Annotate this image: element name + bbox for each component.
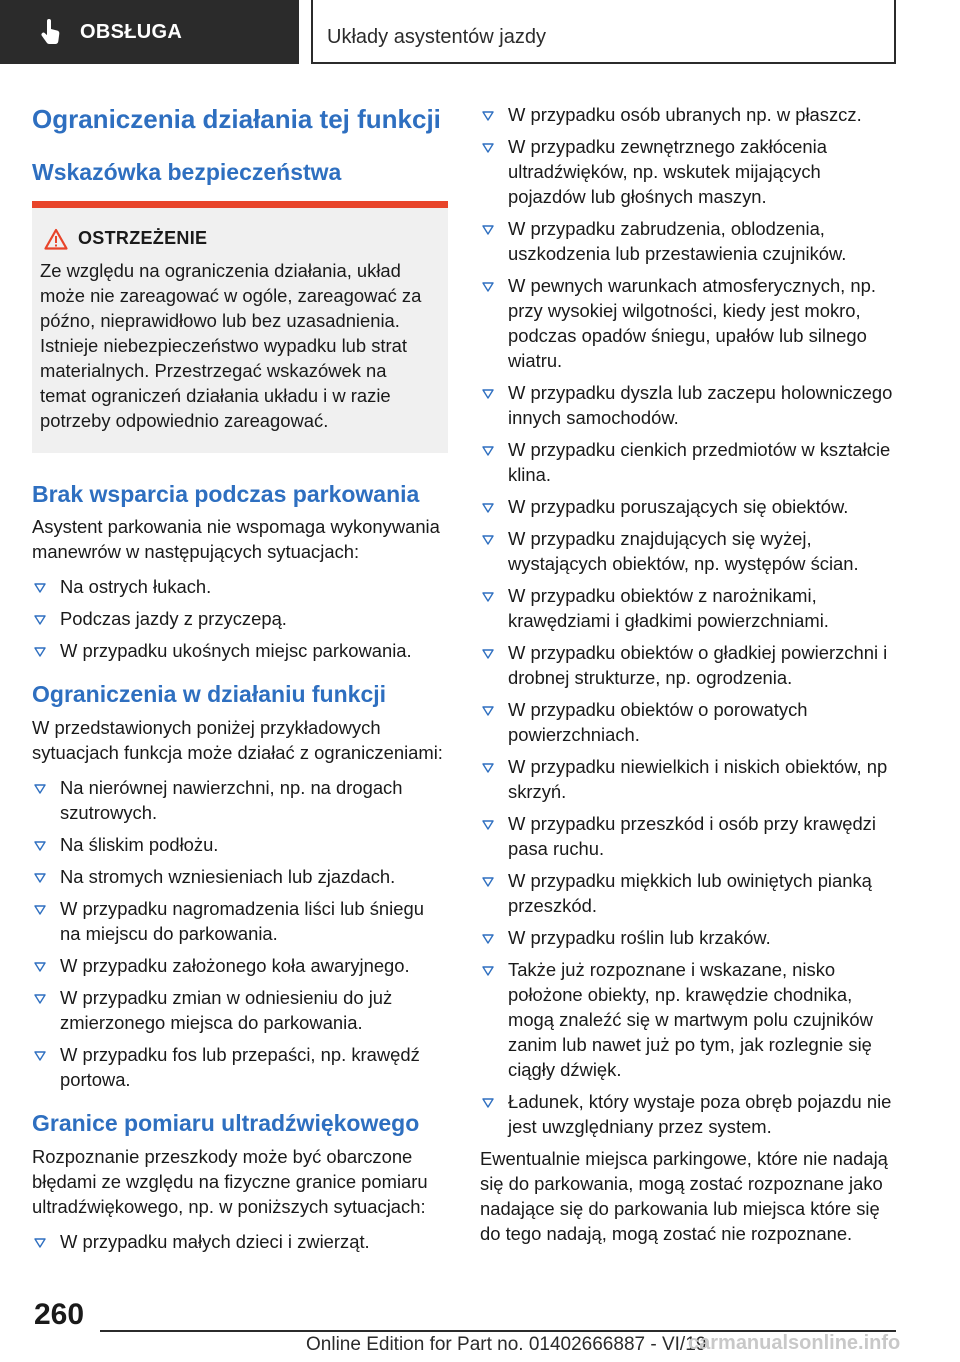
list-item-text: W przypadku zabrudzenia, oblodzenia, uszkodzenia lub przestawienia czujników.	[508, 218, 847, 264]
triangle-bullet-icon	[34, 905, 46, 915]
list-item	[480, 697, 896, 747]
triangle-bullet-icon	[482, 592, 494, 602]
list-item-text: Na stromych wzniesieniach lub zjazdach.	[60, 865, 396, 887]
triangle-bullet-icon	[482, 446, 494, 456]
triangle-bullet-icon	[34, 1051, 46, 1061]
list-item	[480, 583, 896, 633]
list-item-text: Na ostrych łukach.	[60, 576, 212, 598]
list-item	[32, 1229, 448, 1254]
list-item	[480, 1089, 896, 1139]
list-item-text: W przypadku miękkich lub owiniętych pianką przeszkód.	[508, 870, 872, 916]
triangle-bullet-icon	[34, 962, 46, 972]
triangle-bullet-icon	[34, 873, 46, 883]
list-item-text: W przypadku znajdujących się wyżej, wystających obiektów, np. występów ścian.	[508, 528, 859, 574]
list-item	[32, 896, 448, 946]
left-column	[32, 98, 448, 1261]
triangle-bullet-icon	[34, 1238, 46, 1248]
closing-paragraph: Ewentualnie miejsca parkingowe, które nie nadają się do parkowania, mogą zostać rozpoznane jako nadające się do parkowania lub miejsca które się do tego nadają, mogą zostać nie rozpoznane.	[480, 1148, 888, 1244]
list-item	[480, 754, 896, 804]
list-item-text: W przypadku roślin lub krzaków.	[508, 927, 771, 948]
warning-triangle-icon	[44, 228, 68, 250]
warning-text: Ze względu na ograniczenia działania, układ może nie zareagować w ogóle, zareagować za późno, nieprawidłowo lub bez uzasadnienia. Istnieje niebezpieczeństwo wypadku lub strat materialnych. Przestrzegać wskazówek na temat ograniczeń działania układu i w razie potrzeby odpowiednio zareagować.	[40, 259, 422, 431]
parking-list	[32, 574, 448, 663]
list-item-text: W przypadku dyszla lub zaczepu holowniczego innych samochodów.	[508, 382, 893, 428]
list-item-text: W przypadku cienkich przedmiotów w kształcie klina.	[508, 439, 891, 485]
list-item-text: W przypadku ukośnych miejsc parkowania.	[60, 640, 412, 662]
parking-heading: Brak wsparcia podczas parkowania	[32, 480, 420, 507]
list-item	[480, 437, 896, 487]
list-item-text: W pewnych warunkach atmosferycznych, np. przy wysokiej wilgotności, kiedy jest mokro, podczas opadów śniegu, upałów lub silnego wiatru.	[508, 275, 876, 371]
list-item	[480, 640, 896, 690]
watermark: carmanualsonline.info	[688, 1332, 901, 1354]
list-item	[32, 1042, 448, 1092]
ultrasonic-intro: Rozpoznanie przeszkody może być obarczone błędami ze względu na fizyczne granice pomiaru ultradźwiękowego, np. w poniższych sytuacjach:	[32, 1145, 428, 1217]
list-item-text: Także już rozpoznane i wskazane, nisko położone obiekty, np. krawędzie chodnika, mogą znaleźć się w martwym polu czujników zanim lub nawet już po tym, jak rozlegnie się ciągły dźwięk.	[508, 959, 873, 1080]
triangle-bullet-icon	[482, 503, 494, 513]
triangle-bullet-icon	[34, 994, 46, 1004]
triangle-bullet-icon	[482, 820, 494, 830]
header-tab	[0, 0, 299, 64]
list-item-text: W przypadku małych dzieci i zwierząt.	[60, 1230, 370, 1252]
list-item-text: W przypadku fos lub przepaści, np. krawędź portowa.	[60, 1043, 420, 1090]
list-item-text: W przypadku niewielkich i niskich obiektów, np skrzyń.	[508, 756, 888, 802]
list-item	[480, 925, 896, 950]
hand-pointer-icon	[40, 19, 62, 45]
list-item	[480, 102, 896, 127]
main-heading: Ograniczenia działania tej funkcji	[32, 104, 441, 134]
list-item-text: Podczas jazdy z przyczepą.	[60, 608, 287, 630]
triangle-bullet-icon	[482, 535, 494, 545]
limits-list	[32, 775, 448, 1092]
safety-heading: Wskazówka bezpieczeństwa	[32, 159, 342, 186]
list-item	[32, 574, 448, 599]
list-item-text: Ładunek, który wystaje poza obręb pojazdu nie jest uwzględniany przez system.	[508, 1091, 892, 1137]
list-item	[480, 380, 896, 430]
list-item	[480, 868, 896, 918]
header-tab-label: OBSŁUGA	[80, 20, 183, 43]
list-item	[480, 494, 896, 519]
triangle-bullet-icon	[482, 966, 494, 976]
triangle-bullet-icon	[482, 389, 494, 399]
ultrasonic-list-continued	[480, 102, 896, 1139]
right-column	[480, 98, 896, 1246]
list-item	[32, 953, 448, 978]
list-item	[480, 526, 896, 576]
limits-intro: W przedstawionych poniżej przykładowych sytuacjach funkcja może działać z ograniczeniami:	[32, 716, 443, 763]
triangle-bullet-icon	[482, 877, 494, 887]
list-item-text: W przypadku obiektów o porowatych powierzchniach.	[508, 699, 808, 745]
triangle-bullet-icon	[34, 841, 46, 851]
triangle-bullet-icon	[482, 934, 494, 944]
list-item	[32, 832, 448, 857]
header-section-title: Układy asystentów jazdy	[311, 0, 896, 64]
list-item-text: W przypadku nagromadzenia liści lub śniegu na miejscu do parkowania.	[60, 897, 424, 944]
list-item-text: Na śliskim podłożu.	[60, 833, 219, 855]
list-item	[32, 985, 448, 1035]
page-number: 260	[34, 1298, 85, 1331]
list-item-text: W przypadku zewnętrznego zakłócenia ultradźwięków, np. wskutek mijających pojazdów lub głośnych maszyn.	[508, 136, 827, 207]
list-item-text: W przypadku założonego koła awaryjnego.	[60, 954, 410, 976]
warning-title-row	[40, 228, 436, 250]
footer-edition: Online Edition for Part no. 01402666887 - VI/19	[306, 1334, 707, 1355]
triangle-bullet-icon	[34, 647, 46, 657]
ultrasonic-heading: Granice pomiaru ultradźwiękowego	[32, 1109, 420, 1136]
list-item-text: W przypadku obiektów z narożnikami, krawędziami i gładkimi powierzchniami.	[508, 585, 829, 631]
triangle-bullet-icon	[482, 649, 494, 659]
list-item	[480, 811, 896, 861]
triangle-bullet-icon	[482, 763, 494, 773]
list-item-text: W przypadku osób ubranych np. w płaszcz.	[508, 104, 862, 125]
list-item	[32, 864, 448, 889]
list-item-text: W przypadku obiektów o gładkiej powierzchni i drobnej strukturze, np. ogrodzenia.	[508, 642, 888, 688]
warning-title: OSTRZEŻENIE	[78, 228, 208, 249]
list-item	[480, 957, 896, 1082]
triangle-bullet-icon	[482, 706, 494, 716]
triangle-bullet-icon	[34, 615, 46, 625]
list-item	[32, 606, 448, 631]
list-item-text: W przypadku przeszkód i osób przy krawędzi pasa ruchu.	[508, 813, 876, 859]
list-item	[480, 134, 896, 209]
triangle-bullet-icon	[482, 225, 494, 235]
warning-box	[32, 201, 448, 453]
list-item	[32, 638, 448, 663]
triangle-bullet-icon	[482, 1098, 494, 1108]
triangle-bullet-icon	[482, 282, 494, 292]
triangle-bullet-icon	[34, 583, 46, 593]
triangle-bullet-icon	[482, 143, 494, 153]
ultrasonic-list	[32, 1229, 448, 1254]
list-item	[480, 216, 896, 266]
list-item-text: W przypadku poruszających się obiektów.	[508, 496, 849, 517]
triangle-bullet-icon	[34, 784, 46, 794]
parking-intro: Asystent parkowania nie wspomaga wykonywania manewrów w następujących sytuacjach:	[32, 516, 440, 563]
list-item	[480, 273, 896, 373]
list-item	[32, 775, 448, 825]
limits-heading: Ograniczenia w działaniu funkcji	[32, 681, 387, 708]
triangle-bullet-icon	[482, 111, 494, 121]
list-item-text: Na nierównej nawierzchni, np. na drogach szutrowych.	[60, 776, 403, 823]
list-item-text: W przypadku zmian w odniesieniu do już zmierzonego miejsca do parkowania.	[60, 986, 393, 1033]
